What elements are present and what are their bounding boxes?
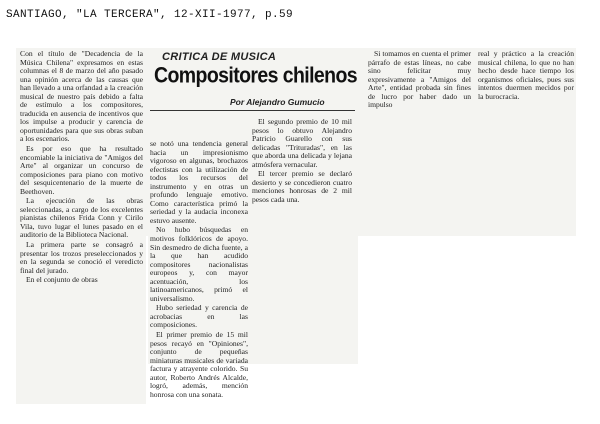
article-column-2 (150, 139, 248, 399)
paragraph: La ejecución de las obras seleccionadas, a cargo de los excelentes pianistas chilenos Frida Conn y Cirilo Vila, tuvo lugar el lunes pasado en el auditorio de la Biblioteca Nacional. (20, 196, 143, 240)
section-kicker: CRITICA DE MUSICA (162, 51, 277, 63)
article-column-1 (20, 50, 143, 402)
paragraph: Hubo seriedad y carencia de acrobacias en las composiciones. (150, 303, 248, 330)
article-column-5 (478, 50, 574, 185)
dateline: SANTIAGO, "LA TERCERA", 12-XII-1977, p.59 (6, 9, 294, 21)
paragraph: Es por eso que ha resultado encomiable la iniciativa de "Amigos del Arte" al organizar un concurso de composiciones para piano con motivo del sesquicentenario de la muerte de Beethoven. (20, 144, 143, 196)
paragraph: En el conjunto de obras (26, 275, 98, 285)
paragraph: La primera parte se consagró a presentar los trozos preseleccionados y en la segunda se conoció el veredicto final del jurado. (20, 240, 143, 275)
paragraph: El tercer premio se declaró desierto y se concedieron cuatro menciones honrosas de 2 mil pesos cada una. (252, 169, 352, 204)
article-headline: Compositores chilenos (154, 63, 358, 89)
paragraph: Con el título de "Decadencia de la Música Chilena" expresamos en estas columnas el 8 de marzo del año pasado una opinión acerca de las causas que han llevado a una orfandad a la creación musical de nuestro país debido a falta de estímulo a los compositores, traducida en ausencia de incentivos que los impulse a producir y carencia de oportunidades para que sus obras suban a los escenarios. (20, 49, 143, 144)
article-byline: Por Alejandro Gumucio (230, 97, 325, 107)
paragraph: No hubo búsquedas en motivos folklóricos de apoyo. Sin desmedro de dicha fuente, a la que han acudido compositores nacionalistas europeos y, con mayor acentuación, los latinoamericanos, primó el universalismo. (150, 225, 248, 303)
headline-rule (150, 110, 355, 111)
paragraph: El primer premio de 15 mil pesos recayó en "Opiniones", conjunto de pequeñas miniaturas musicales de variada factura y atrayente colorido. Su autor, Roberto Andrés Alcalde, logró, además, mención honrosa con una sonata. (150, 330, 248, 399)
paragraph: El segundo premio de 10 mil pesos lo obtuvo Alejandro Patricio Guarello con sus delicadas "Trituradas", en las que aborda una delicada y lejana atmósfera vernacular. (252, 117, 352, 169)
paragraph: real y práctico a la creación musical chilena, lo que no han hecho desde hace tiempo los organismos oficiales, pues sus intentos duermen mecidos por la burocracia. (478, 49, 574, 101)
article-column-4 (368, 50, 471, 185)
paragraph: se notó una tendencia general hacia un impresionismo vigoroso en algunas, brochazos efectistas con la utilización de todos los recursos del instrumento y en otras un profundo lenguaje emotivo. Como característica primó la seriedad y la audacia inconexa estuvo ausente. (150, 139, 248, 225)
paragraph: Si tomamos en cuenta el primer párrafo de estas líneas, no cabe sino felicitar muy expresivamente a "Amigos del Arte", entidad probada sin fines de lucro por haber dado un impulso (368, 49, 471, 110)
article-column-3 (252, 118, 352, 236)
